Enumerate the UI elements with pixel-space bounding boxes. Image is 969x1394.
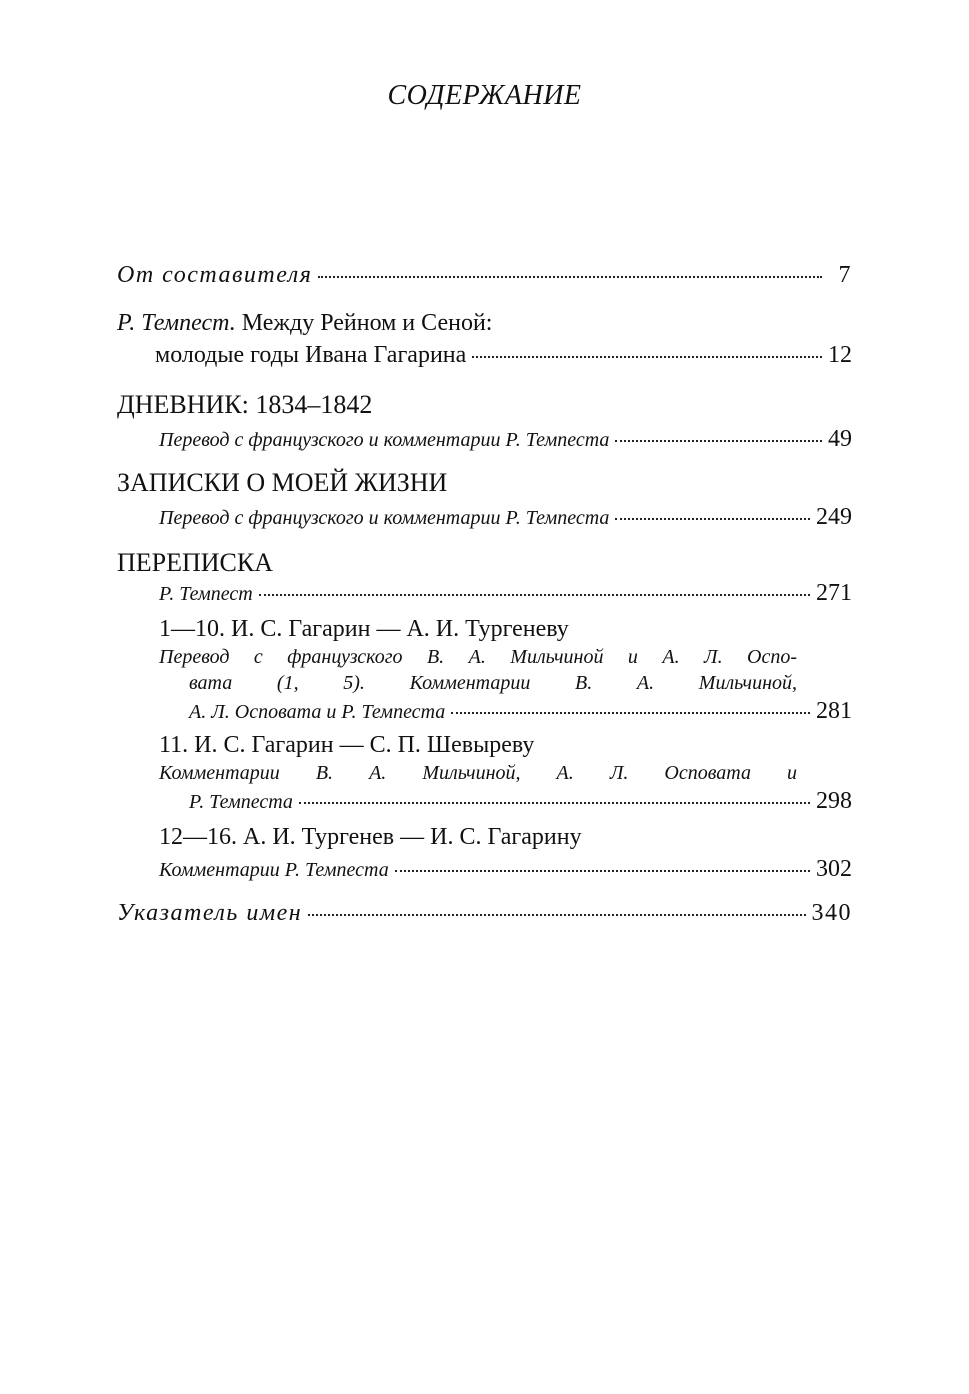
page-number: 49 — [828, 426, 852, 452]
toc-section-heading: ПЕРЕПИСКА — [117, 548, 274, 577]
toc-entry-label: От составителя — [117, 262, 313, 288]
toc-subentry-note: Перевод с французского В. А. Мильчиной и А. Л. Оспо- — [159, 646, 797, 668]
toc-entry-author: Р. Темпест. — [117, 310, 236, 336]
dot-leader — [318, 275, 822, 278]
toc-entry-author: Р. Темпест — [159, 583, 253, 605]
page-number: 302 — [816, 856, 852, 882]
toc-entry-compiler[interactable] — [117, 262, 852, 296]
toc-entry-tempest-essay[interactable] — [117, 310, 852, 382]
toc-subentry-note: Р. Темпеста — [189, 791, 293, 813]
toc-subentry-note: Комментарии В. А. Мильчиной, А. Л. Осповата и — [159, 762, 797, 784]
toc-entry-correspondence[interactable] — [117, 548, 852, 892]
dot-leader — [259, 593, 810, 596]
toc-entry-diary[interactable] — [117, 390, 852, 464]
dot-leader — [308, 913, 805, 916]
dot-leader — [451, 711, 810, 714]
toc-subentry-heading: 1—10. И. С. Гагарин — А. И. Тургеневу — [159, 616, 569, 642]
toc-section-heading: ДНЕВНИК: 1834–1842 — [117, 390, 373, 419]
page-number: 249 — [816, 504, 852, 530]
toc-entry-note: Перевод с французского и комментарии Р. Темпеста — [159, 507, 610, 529]
toc-subentry-note: А. Л. Осповата и Р. Темпеста — [189, 701, 446, 723]
toc-entry-label: Указатель имен — [117, 900, 303, 926]
toc-subentry-heading: 11. И. С. Гагарин — С. П. Шевыреву — [159, 732, 535, 758]
toc-subentry-intro[interactable] — [117, 580, 852, 614]
toc-subentry-note: Комментарии Р. Темпеста — [159, 859, 389, 881]
toc-entry-index[interactable] — [117, 900, 852, 934]
page-number: 281 — [816, 698, 852, 724]
toc-subentry-letters-1-10[interactable] — [117, 616, 852, 728]
page-number: 12 — [828, 342, 852, 368]
dot-leader — [472, 355, 822, 358]
dot-leader — [299, 801, 810, 804]
toc-section-heading: ЗАПИСКИ О МОЕЙ ЖИЗНИ — [117, 468, 448, 497]
table-of-contents — [117, 262, 852, 934]
page-title: СОДЕРЖАНИЕ — [387, 80, 582, 111]
dot-leader — [615, 439, 822, 442]
page-number: 298 — [816, 788, 852, 814]
dot-leader — [615, 517, 810, 520]
toc-entry-note: Перевод с французского и комментарии Р. Темпеста — [159, 429, 610, 451]
toc-entry-notes[interactable] — [117, 468, 852, 544]
toc-subentry-letters-12-16[interactable] — [117, 824, 852, 892]
toc-entry-title-cont: молодые годы Ивана Гагарина — [155, 342, 467, 368]
dot-leader — [395, 869, 810, 872]
page-number: 271 — [816, 580, 852, 606]
toc-subentry-note: вата (1, 5). Комментарии В. А. Мильчиной, — [189, 672, 797, 694]
toc-subentry-letter-11[interactable] — [117, 732, 852, 818]
page-number: 7 — [838, 262, 852, 288]
page-number: 340 — [811, 900, 852, 926]
toc-entry-title: Между Рейном и Сеной: — [241, 310, 493, 336]
toc-subentry-heading: 12—16. А. И. Тургенев — И. С. Гагарину — [159, 824, 582, 850]
